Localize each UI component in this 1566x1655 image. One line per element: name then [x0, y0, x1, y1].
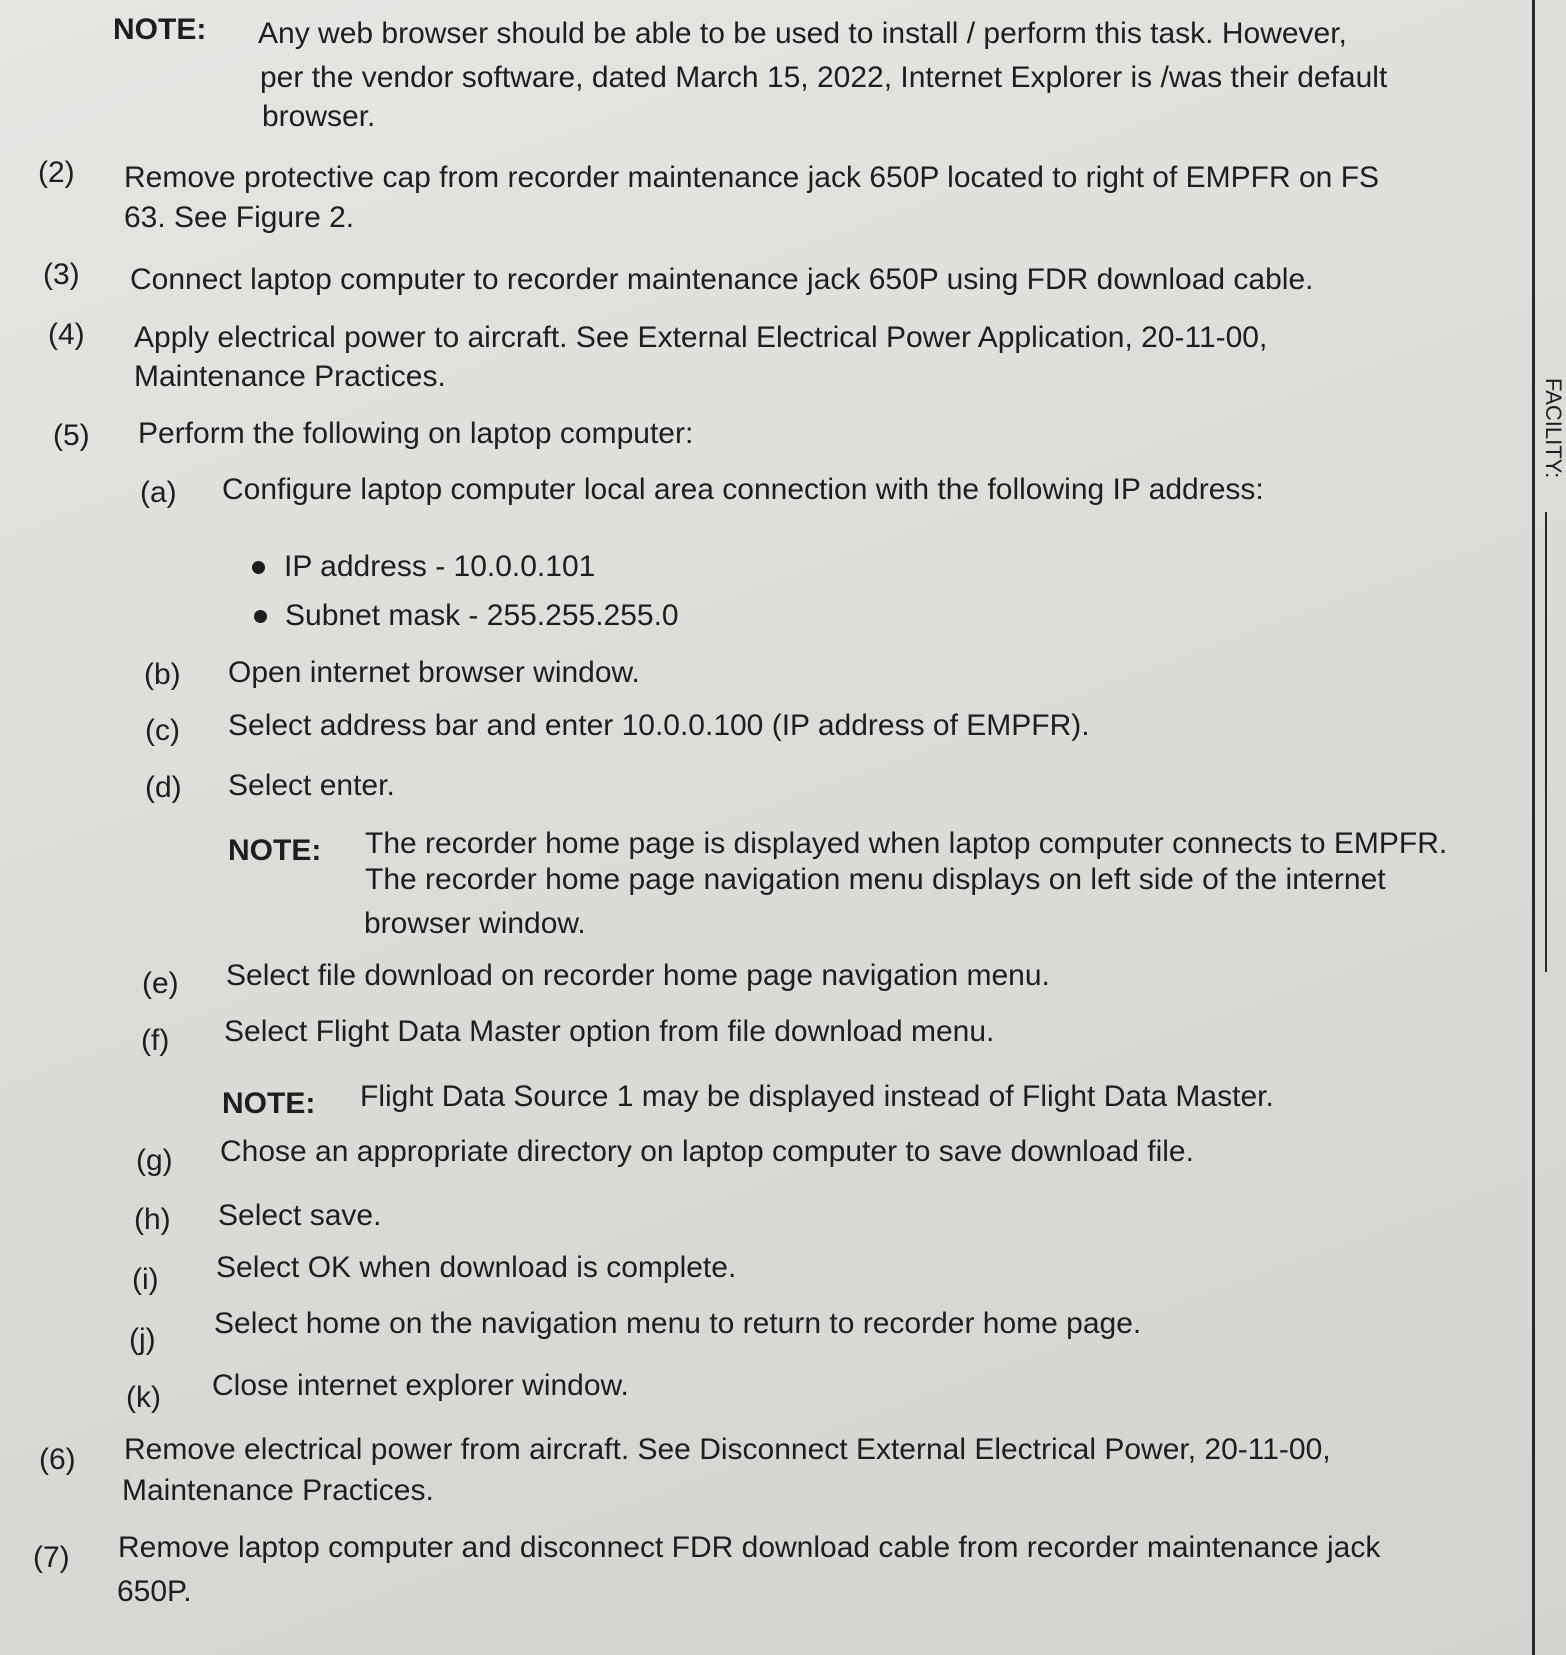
step-text-line: Apply electrical power to aircraft. See External Electrical Power Application, 20-11-00,	[134, 321, 1268, 354]
step-label: (5)	[53, 419, 90, 452]
substep-text: Select Flight Data Master option from file download menu.	[224, 1015, 995, 1048]
bullet-text: Subnet mask - 255.255.255.0	[285, 599, 679, 632]
step-text-line: Connect laptop computer to recorder maintenance jack 650P using FDR download cable.	[130, 263, 1314, 296]
substep-label: (c)	[145, 714, 180, 747]
substep-label: (a)	[140, 476, 177, 509]
step-label: (4)	[48, 318, 85, 351]
step-text-line: 63. See Figure 2.	[124, 201, 355, 234]
substep-text: Select OK when download is complete.	[216, 1251, 737, 1284]
substep-label: (e)	[142, 967, 179, 1000]
note-text-line: The recorder home page is displayed when laptop computer connects to EMPFR.	[365, 827, 1448, 860]
bullet-dot	[254, 610, 267, 623]
step-text-line: Maintenance Practices.	[134, 360, 446, 393]
note-keyword: NOTE:	[222, 1087, 316, 1120]
substep-text: Configure laptop computer local area connection with the following IP address:	[222, 473, 1264, 506]
note-text: Flight Data Source 1 may be displayed instead of Flight Data Master.	[360, 1080, 1274, 1113]
substep-text: Select file download on recorder home page navigation menu.	[226, 959, 1050, 992]
note-text-line: The recorder home page navigation menu displays on left side of the internet	[365, 863, 1386, 896]
step-label: (6)	[39, 1443, 76, 1476]
bullet-dot	[252, 561, 265, 574]
note-keyword: NOTE:	[228, 834, 322, 867]
substep-label: (h)	[134, 1203, 171, 1236]
substep-text: Select enter.	[228, 769, 395, 802]
step-text-line: 650P.	[117, 1575, 192, 1608]
substep-text: Close internet explorer window.	[212, 1369, 629, 1402]
substep-label: (d)	[145, 771, 182, 804]
substep-label: (f)	[141, 1024, 170, 1057]
note-text-line: browser window.	[364, 907, 586, 940]
substep-label: (j)	[129, 1323, 156, 1356]
substep-text: Select home on the navigation menu to return to recorder home page.	[214, 1307, 1142, 1340]
substep-text: Select save.	[218, 1199, 382, 1232]
step-text-line: Maintenance Practices.	[122, 1474, 434, 1507]
substep-label: (k)	[126, 1381, 161, 1414]
margin-rule	[1532, 0, 1535, 1655]
step-label: (2)	[38, 156, 75, 189]
substep-text: Chose an appropriate directory on laptop computer to save download file.	[220, 1135, 1194, 1168]
substep-label: (i)	[132, 1263, 159, 1296]
substep-text: Open internet browser window.	[228, 656, 640, 689]
facility-label: FACILITY:	[1541, 378, 1566, 479]
step-text-line: Perform the following on laptop computer:	[138, 417, 694, 450]
substep-label: (b)	[144, 658, 181, 691]
step-text-line: Remove laptop computer and disconnect FDR download cable from recorder maintenance jack	[118, 1531, 1381, 1564]
step-text-line: Remove electrical power from aircraft. See Disconnect External Electrical Power, 20-11-00,	[124, 1433, 1331, 1466]
facility-signature-line	[1545, 512, 1547, 972]
note-text-line: Any web browser should be able to be used to install / perform this task. However,	[258, 17, 1347, 50]
substep-label: (g)	[136, 1144, 173, 1177]
note-keyword: NOTE:	[113, 13, 207, 46]
note-text-line: per the vendor software, dated March 15, 2022, Internet Explorer is /was their default	[260, 61, 1388, 94]
step-label: (7)	[33, 1541, 70, 1574]
substep-text: Select address bar and enter 10.0.0.100 (IP address of EMPFR).	[228, 709, 1090, 742]
step-label: (3)	[43, 258, 80, 291]
step-text-line: Remove protective cap from recorder maintenance jack 650P located to right of EMPFR on FS	[124, 161, 1380, 194]
note-text-line: browser.	[262, 100, 376, 133]
bullet-text: IP address - 10.0.0.101	[284, 550, 596, 583]
